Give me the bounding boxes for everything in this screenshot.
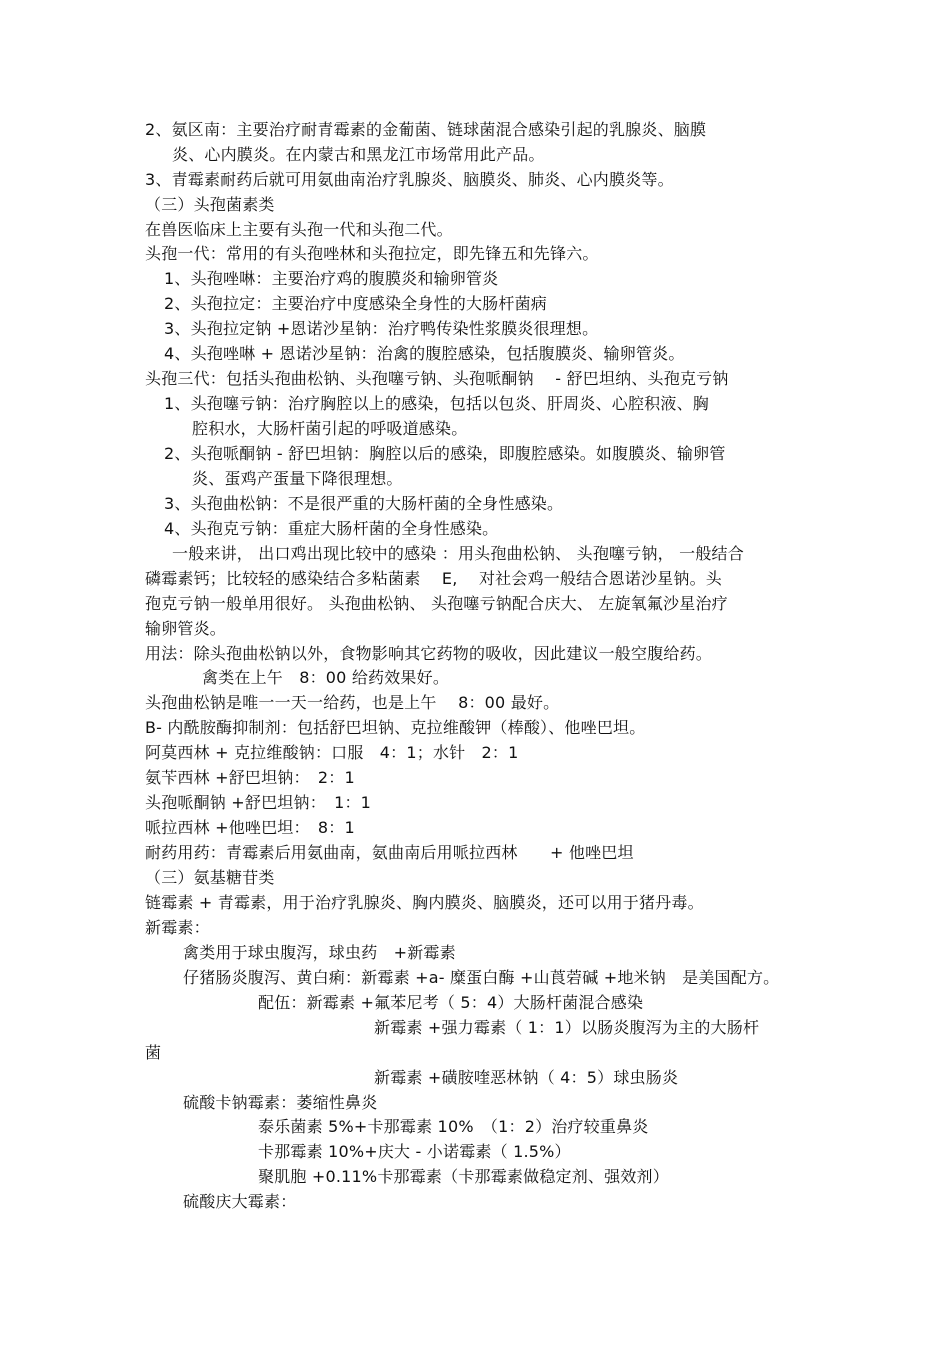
- text-line: 头孢一代：常用的有头孢唑林和头孢拉定，即先锋五和先锋六。: [145, 244, 599, 263]
- text-line: 头孢三代：包括头孢曲松钠、头孢噻亏钠、头孢哌酮钠 - 舒巴坦纳、头孢克亏钠: [145, 369, 729, 388]
- text-line: 氨苄西林 +舒巴坦钠： 2：1: [145, 768, 355, 787]
- text-line: 3、青霉素耐药后就可用氨曲南治疗乳腺炎、脑膜炎、肺炎、心内膜炎等。: [145, 170, 674, 189]
- text-line: 新霉素：: [145, 918, 210, 937]
- text-line: 4、头孢唑啉 + 恩诺沙星钠：治禽的腹腔感染，包括腹膜炎、输卵管炎。: [164, 344, 685, 363]
- text-line: 硫酸庆大霉素：: [183, 1192, 297, 1211]
- text-line: 在兽医临床上主要有头孢一代和头孢二代。: [145, 220, 453, 239]
- text-line: 硫酸卡钠霉素：萎缩性鼻炎: [183, 1093, 378, 1112]
- text-line: 耐药用药：青霉素后用氨曲南，氨曲南后用哌拉西林 + 他唑巴坦: [145, 843, 634, 862]
- text-line: 用法：除头孢曲松钠以外，食物影响其它药物的吸收，因此建议一般空腹给药。: [145, 644, 713, 663]
- text-line: 链霉素 + 青霉素，用于治疗乳腺炎、胸内膜炎、脑膜炎，还可以用于猪丹毒。: [145, 893, 704, 912]
- text-line: 阿莫西林 + 克拉维酸钠：口服 4：1；水针 2：1: [145, 743, 519, 762]
- text-line: 磷霉素钙；比较轻的感染结合多粘菌素 E, 对社会鸡一般结合恩诺沙星钠。头: [145, 569, 722, 588]
- text-line: 3、头孢曲松钠：不是很严重的大肠杆菌的全身性感染。: [164, 494, 564, 513]
- text-line: 2、头孢拉定：主要治疗中度感染全身性的大肠杆菌病: [164, 294, 547, 313]
- text-line: 泰乐菌素 5%+卡那霉素 10% （1：2）治疗较重鼻炎: [258, 1117, 649, 1136]
- text-line: 输卵管炎。: [145, 619, 227, 638]
- text-line: 炎、蛋鸡产蛋量下降很理想。: [192, 469, 403, 488]
- text-line: 卡那霉素 10%+庆大 - 小诺霉素（ 1.5%）: [258, 1142, 571, 1161]
- text-line: 4、头孢克亏钠：重症大肠杆菌的全身性感染。: [164, 519, 499, 538]
- text-line: 聚肌胞 +0.11%卡那霉素（卡那霉素做稳定剂、强效剂）: [258, 1167, 669, 1186]
- text-line: 禽类用于球虫腹泻，球虫药 +新霉素: [183, 943, 456, 962]
- text-line: 1、头孢噻亏钠：治疗胸腔以上的感染，包括以包炎、肝周炎、心腔积液、胸: [164, 394, 709, 413]
- text-line: 炎、心内膜炎。在内蒙古和黑龙江市场常用此产品。: [172, 145, 545, 164]
- text-line: 孢克亏钠一般单用很好。 头孢曲松钠、 头孢噻亏钠配合庆大、 左旋氧氟沙星治疗: [145, 594, 728, 613]
- text-line: 头孢曲松钠是唯一一天一给药，也是上午 8：00 最好。: [145, 693, 560, 712]
- text-line: 2、氨区南：主要治疗耐青霉素的金葡菌、链球菌混合感染引起的乳腺炎、脑膜: [145, 120, 707, 139]
- text-line: 3、头孢拉定钠 +恩诺沙星钠：治疗鸭传染性浆膜炎很理想。: [164, 319, 599, 338]
- text-line: 仔猪肠炎腹泻、黄白痢：新霉素 +a- 糜蛋白酶 +山莨菪碱 +地米钠 是美国配方。: [183, 968, 780, 987]
- text-line: 2、头孢哌酮钠 - 舒巴坦钠：胸腔以后的感染，即腹腔感染。如腹膜炎、输卵管: [164, 444, 726, 463]
- text-line: 禽类在上午 8：00 给药效果好。: [202, 668, 450, 687]
- text-line: 菌: [145, 1043, 162, 1062]
- text-line: 腔积水，大肠杆菌引起的呼吸道感染。: [192, 419, 468, 438]
- text-line: 头孢哌酮钠 +舒巴坦钠： 1：1: [145, 793, 372, 812]
- text-line: B- 内酰胺酶抑制剂：包括舒巴坦钠、克拉维酸钾（棒酸）、他唑巴坦。: [145, 718, 646, 737]
- text-line: 新霉素 +磺胺喹恶林钠（ 4：5）球虫肠炎: [374, 1068, 679, 1087]
- section-heading: （三）氨基糖苷类: [145, 868, 275, 887]
- text-line: 哌拉西林 +他唑巴坦： 8：1: [145, 818, 355, 837]
- text-line: 一般来讲， 出口鸡出现比较中的感染 ：用头孢曲松钠、 头孢噻亏钠， 一般结合: [172, 544, 744, 563]
- text-line: 1、头孢唑啉：主要治疗鸡的腹膜炎和输卵管炎: [164, 269, 499, 288]
- text-line: 配伍：新霉素 +氟苯尼考（ 5：4）大肠杆菌混合感染: [258, 993, 644, 1012]
- section-heading: （三）头孢菌素类: [145, 195, 275, 214]
- text-line: 新霉素 +强力霉素（ 1：1）以肠炎腹泻为主的大肠杆: [374, 1018, 760, 1037]
